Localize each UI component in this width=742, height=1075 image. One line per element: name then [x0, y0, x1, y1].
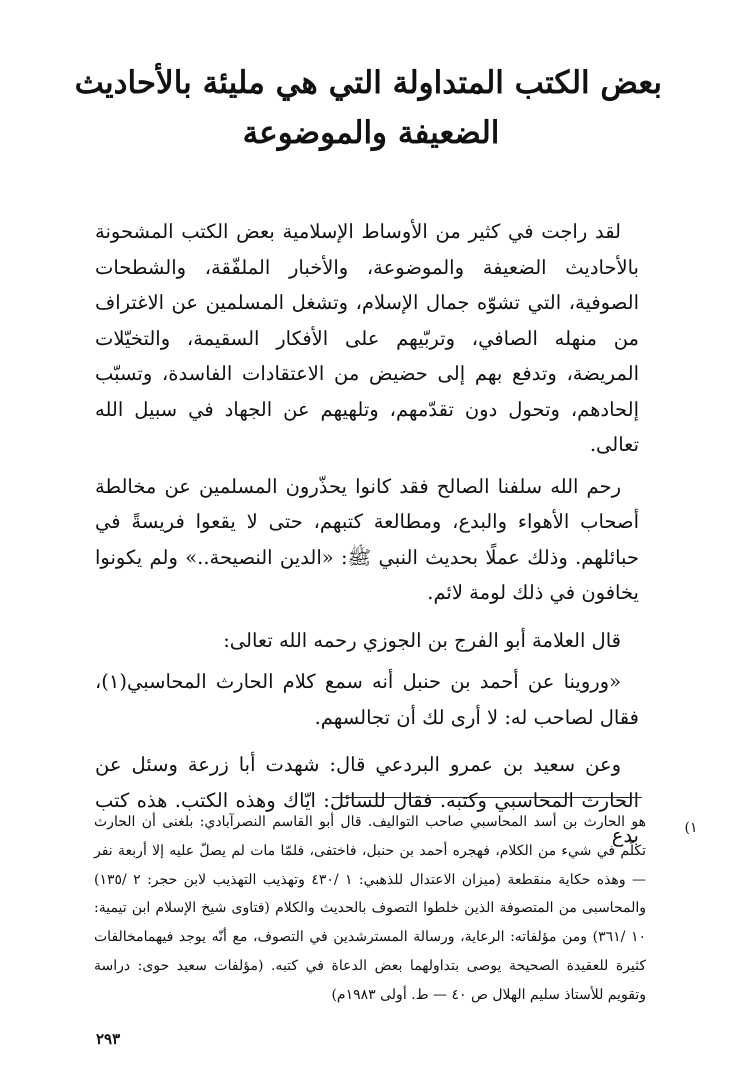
- paragraph-3: قال العلامة أبو الفرج بن الجوزي رحمه الله تعالى:: [223, 628, 621, 652]
- main-text: [95, 214, 639, 854]
- page-number: ٢٩٣: [96, 1030, 121, 1048]
- footnote-divider: [332, 797, 642, 798]
- paragraph-5: وعن سعيد بن عمرو البردعي قال: شهدت أبا زرعة وسئل عن الحارث المحاسبي وكتبه. فقال للسائل: ايّاك وهذه الكتب. هذه كتب بدع: [95, 753, 639, 847]
- footnote-text: هو الحارث بن أسد المحاسبي صاحب التواليف. قال أبو القاسم النصرآبادي: بلغنى أن الحارث تكلّم في شيء من الكلام، فهجره أحمد بن حنبل، فاختفى، فلمّا مات لم يصلّ عليه إلا أربعة نفر — وهذه حكاية منقطعة (ميزان الاعتدال للذهبي: ١ /٤٣٠ وتهذيب التهذيب لابن حجر: ٢ /١٣٥) والمحاسبى من المتصوفة الذين خلطوا التصوف بالحديث والكلام (فتاوى شيخ الإسلام ابن تيمية: ١٠ /٣٦١) ومن مؤلفاته: الرعاية، ورسالة المسترشدين في التصوف، مع أنّه يوجد فيهمامخالفات كثيرة للعقيدة الصحيحة يوصى بتداولهما بعض الدعاة في كتبه. (مؤلفات سعيد حوى: دراسة وتقويم للأستاذ سليم الهلال ص ٤٠ — ط. أولى ١٩٨٣م): [94, 814, 646, 1003]
- paragraph-2: رحم الله سلفنا الصالح فقد كانوا يحذّرون المسلمين عن مخالطة أصحاب الأهواء والبدع، ومطالعة كتبهم، حتى لا يقعوا فريسةً في حبائلهم. وذلك عملًا بحديث النبي ﷺ: «الدين النصيحة..» ولم يكونوا يخافون في ذلك لومة لائم.: [95, 474, 639, 604]
- footnote-number: ١): [684, 820, 698, 836]
- chapter-title-line-2: الضعيفة والموضوعة: [242, 115, 500, 151]
- chapter-title: [74, 58, 662, 158]
- paragraph-1: لقد راجت في كثير من الأوساط الإسلامية بعض الكتب المشحونة بالأحاديث الضعيفة والموضوعة، والأخبار الملفّقة، والشطحات الصوفية، التي تشوّه جمال الإسلام، وتشغل المسلمين عن الاغتراف من منهله الصافي، وتربّيهم على الأفكار السقيمة، والتخيّلات المريضة، وتدفع بهم إلى حضيض من الاعتقادات الفاسدة، وتسبّب إلحادهم، وتحول دون تقدّمهم، وتلهيهم عن الجهاد في سبيل الله تعالى.: [95, 220, 639, 456]
- paragraph-4: «وروينا عن أحمد بن حنبل أنه سمع كلام الحارث المحاسبي(١)، فقال لصاحب له: لا أرى لك أن تجالسهم.: [95, 670, 639, 729]
- chapter-title-line-1: بعض الكتب المتداولة التي هي مليئة بالأحاديث: [74, 65, 662, 101]
- footnote: [94, 808, 698, 1010]
